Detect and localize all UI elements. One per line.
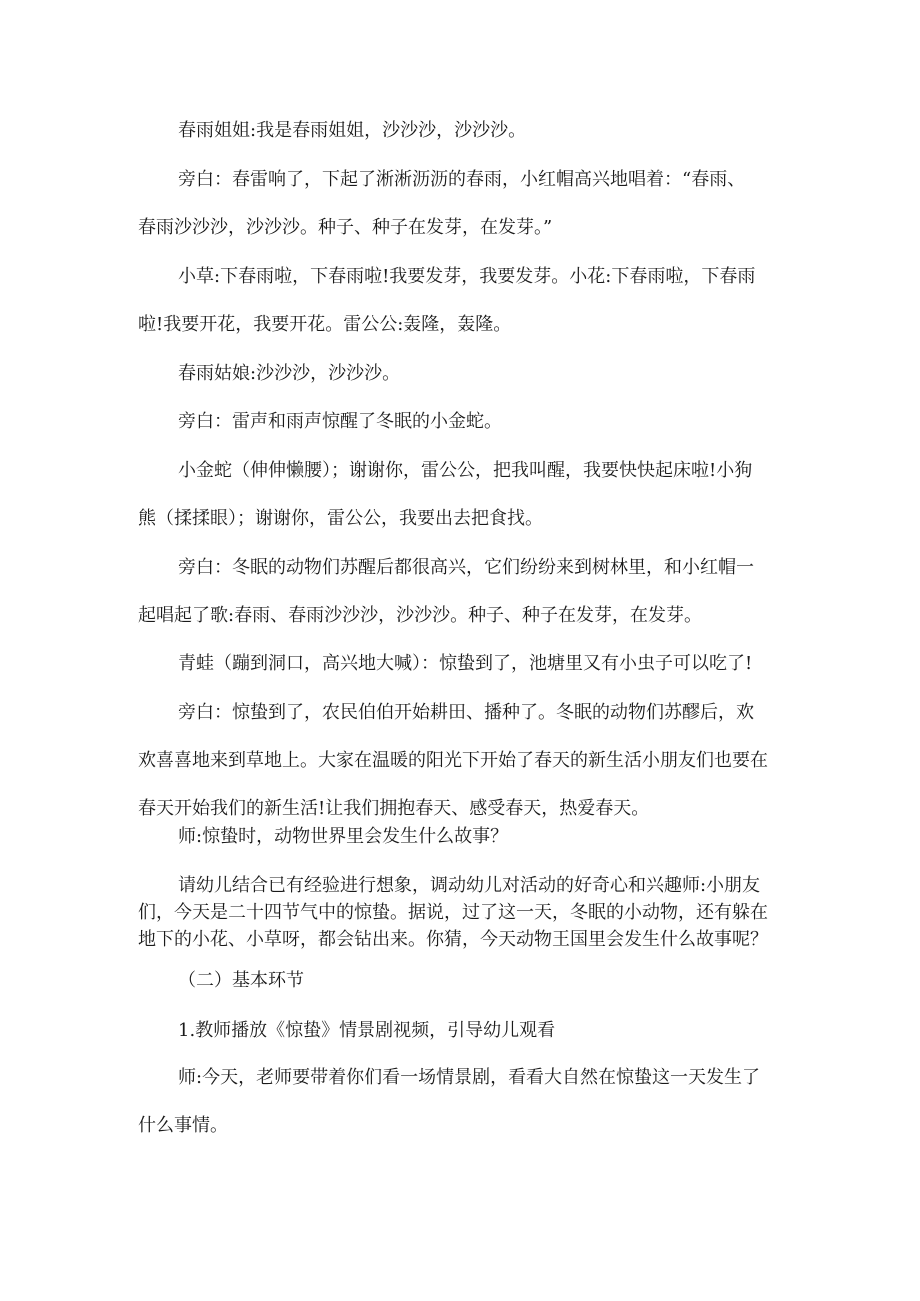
paragraph-narration-farmers bbox=[138, 701, 786, 821]
paragraph-imagination bbox=[138, 874, 786, 952]
text-line: 1.教师播放《惊蛰》情景剧视频，引导幼儿观看 bbox=[178, 1020, 556, 1041]
paragraph-teacher-today bbox=[138, 1066, 786, 1138]
text-line: 青蛙（蹦到洞口，高兴地大喊）：惊蛰到了，池塘里又有小虫子可以吃了! bbox=[178, 653, 753, 674]
text-line: 起唱起了歌:春雨、春雨沙沙沙，沙沙沙。种子、种子在发芽，在发芽。 bbox=[138, 605, 703, 626]
text-line: 请幼儿结合已有经验进行想象，调动幼儿对活动的好奇心和兴趣师:小朋友 bbox=[178, 875, 761, 896]
paragraph-grass-flower-thunder bbox=[138, 265, 786, 337]
text-line: 欢喜喜地来到草地上。大家在温暖的阳光下开始了春天的新生活小朋友们也要在 bbox=[138, 750, 768, 771]
text-line: 熊（揉揉眼）；谢谢你，雷公公，我要出去把食找。 bbox=[138, 508, 543, 529]
text-line: 啦!我要开花，我要开花。雷公公:轰隆，轰隆。 bbox=[138, 314, 512, 335]
text-line: 旁白：惊蛰到了，农民伯伯开始耕田、播种了。冬眠的动物们苏醪后，欢 bbox=[178, 702, 754, 723]
paragraph-frog bbox=[138, 652, 786, 676]
text-line: 春雨沙沙沙，沙沙沙。种子、种子在发芽，在发芽。” bbox=[138, 217, 553, 238]
text-line: 什么事情。 bbox=[138, 1115, 228, 1136]
text-line: 旁白：雷声和雨声惊醒了冬眠的小金蛇。 bbox=[178, 411, 502, 432]
paragraph-narration-animals-wake bbox=[138, 556, 786, 628]
text-line: 小草:下春雨啦，下春雨啦!我要发芽，我要发芽。小花:下春雨啦，下春雨 bbox=[178, 266, 756, 287]
paragraph-chunyu-jiejie bbox=[138, 119, 786, 143]
text-line: （二）基本环节 bbox=[178, 970, 304, 991]
section-heading-basic-steps bbox=[138, 969, 786, 993]
paragraph-snake-bear bbox=[138, 459, 786, 531]
text-line: 春雨姐姐:我是春雨姐姐，沙沙沙，沙沙沙。 bbox=[178, 120, 527, 141]
text-line: 旁白：春雷响了，下起了淅淅沥沥的春雨，小红帽高兴地唱着：“春雨、 bbox=[178, 169, 746, 190]
paragraph-chunyu-guniang bbox=[138, 362, 786, 386]
text-line: 师:今天，老师要带着你们看一场情景剧，看看大自然在惊蛰这一天发生了 bbox=[178, 1067, 761, 1088]
paragraph-narration-spring-thunder bbox=[138, 168, 786, 240]
text-line: 春雨姑娘:沙沙沙，沙沙沙。 bbox=[178, 363, 401, 384]
text-line: 们，今天是二十四节气中的惊蛰。据说，过了这一天，冬眠的小动物，还有躲在 bbox=[138, 902, 768, 923]
text-line: 师:惊蛰时，动物世界里会发生什么故事？ bbox=[178, 826, 509, 847]
text-line: 旁白：冬眠的动物们苏醒后都很高兴，它们纷纷来到树林里，和小红帽一 bbox=[178, 557, 754, 578]
text-line: 小金蛇（伸伸懒腰）；谢谢你，雷公公，把我叫醒，我要快快起床啦!小狗 bbox=[178, 460, 753, 481]
text-line: 地下的小花、小草呀，都会钻出来。你猜，今天动物王国里会发生什么故事呢？ bbox=[138, 929, 768, 950]
text-line: 春天开始我们的新生活!让我们拥抱春天、感受春天，热爱春天。 bbox=[138, 798, 650, 819]
paragraph-step-1 bbox=[138, 1019, 786, 1043]
paragraph-narration-snake bbox=[138, 410, 786, 434]
paragraph-teacher-question bbox=[138, 825, 786, 849]
